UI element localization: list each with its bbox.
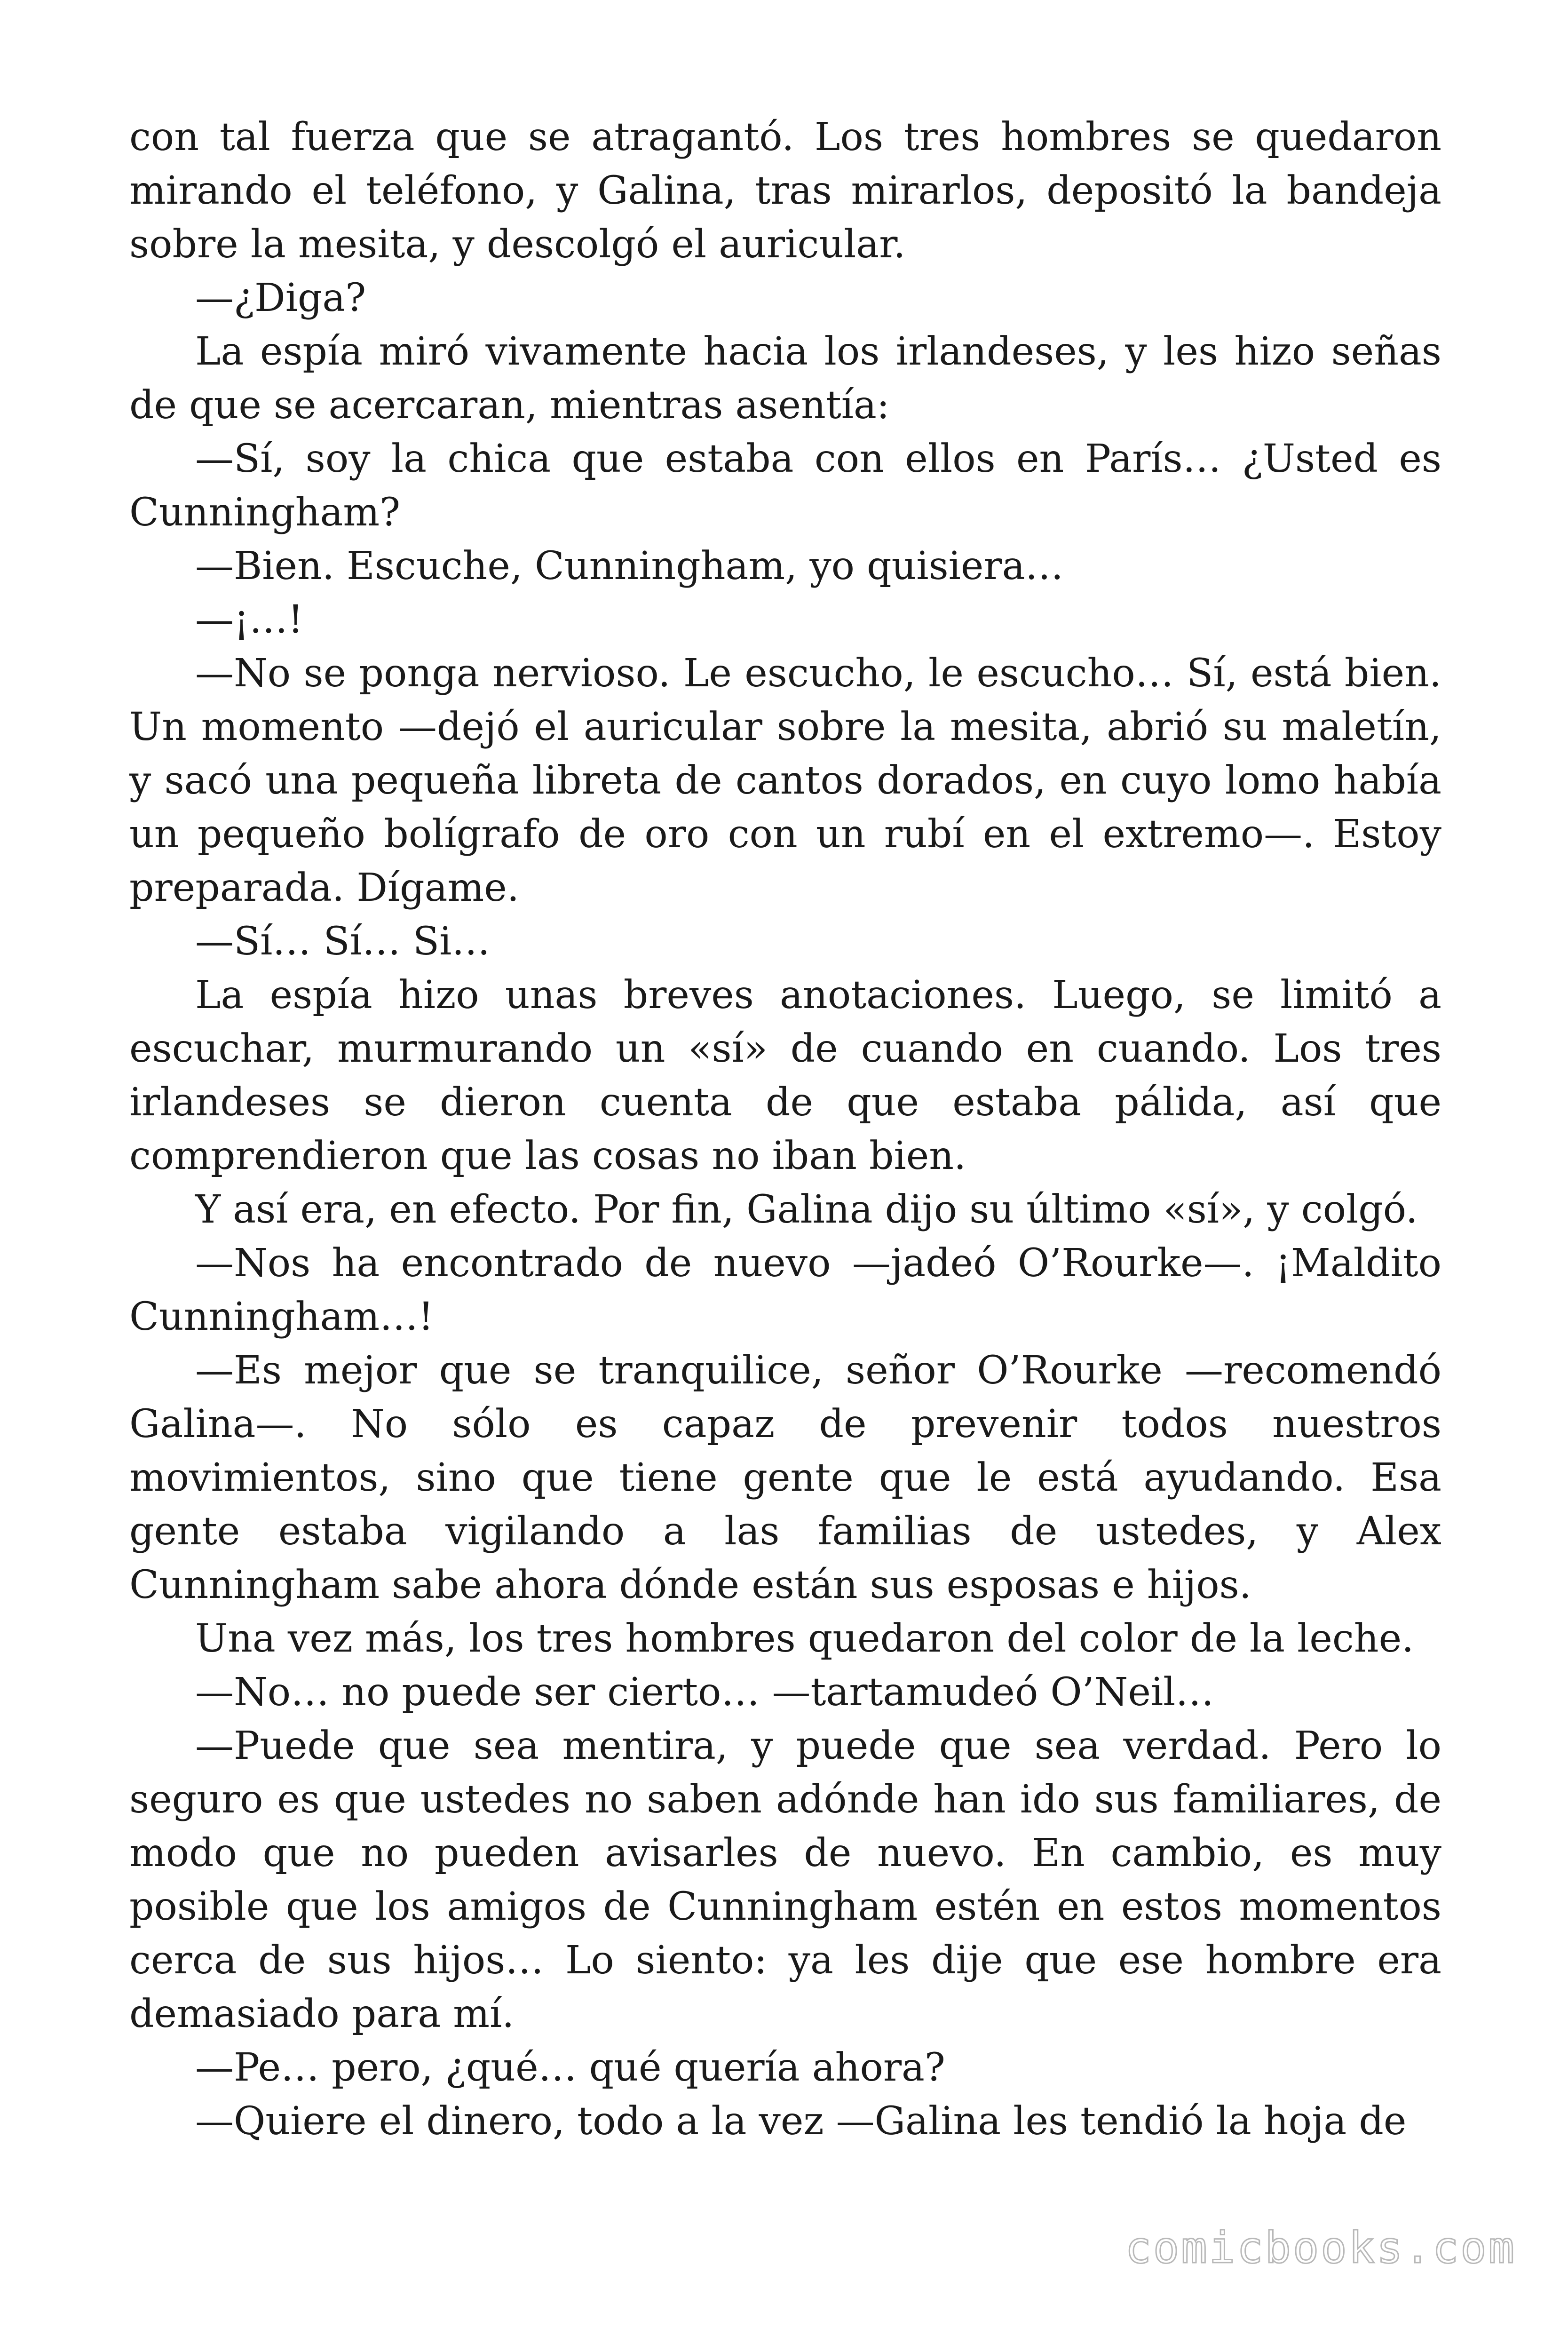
paragraph-9: La espía hizo unas breves anotaciones. Luego, se limitó a escuchar, murmurando un «sí» de cuando en cuando. Los tres irlandeses se dieron cuenta de que estaba pálida, así que comprendieron que las cosas no iban bien. <box>129 973 1441 1178</box>
paragraph-10: Y así era, en efecto. Por fin, Galina dijo su último «sí», y colgó. <box>195 1187 1418 1232</box>
paragraph-4: —Sí, soy la chica que estaba con ellos en París… ¿Usted es Cunningham? <box>129 437 1441 535</box>
paragraph-1: con tal fuerza que se atragantó. Los tres hombres se quedaron mirando el teléfono, y Galina, tras mirarlos, depositó la bandeja sobre la mesita, y descolgó el auricular. <box>129 115 1441 267</box>
paragraph-17: —Quiere el dinero, todo a la vez —Galina les tendió la hoja de <box>195 2099 1407 2144</box>
paragraph-11: —Nos ha encontrado de nuevo —jadeó O’Rourke—. ¡Maldito Cunningham…! <box>129 1241 1441 1339</box>
paragraph-3: La espía miró vivamente hacia los irlandeses, y les hizo señas de que se acercaran, mientras asentía: <box>129 329 1441 428</box>
paragraph-16: —Pe… pero, ¿qué… qué quería ahora? <box>195 2045 945 2090</box>
paragraph-12: —Es mejor que se tranquilice, señor O’Rourke —recomendó Galina—. No sólo es capaz de prevenir todos nuestros movimientos, sino que tiene gente que le está ayudando. Esa gente estaba vigilando a las familias de ustedes, y Alex Cunningham sabe ahora dónde están sus esposas e hijos. <box>129 1348 1441 1607</box>
paragraph-14: —No… no puede ser cierto… —tartamudeó O’Neil… <box>195 1670 1214 1715</box>
paragraph-8: —Sí… Sí… Si… <box>195 919 491 964</box>
watermark: comicbooks.com <box>1125 2223 1516 2273</box>
paragraph-7: —No se ponga nervioso. Le escucho, le escucho… Sí, está bien. Un momento —dejó el auricular sobre la mesita, abrió su maletín, y sacó una pequeña libreta de cantos dorados, en cuyo lomo había un pequeño bolígrafo de oro con un rubí en el extremo—. Estoy preparada. Dígame. <box>129 651 1441 910</box>
paragraph-6: —¡…! <box>195 597 303 642</box>
paragraph-15: —Puede que sea mentira, y puede que sea verdad. Pero lo seguro es que ustedes no saben adónde han ido sus familiares, de modo que no pueden avisarles de nuevo. En cambio, es muy posible que los amigos de Cunningham estén en estos momentos cerca de sus hijos… Lo siento: ya les dije que ese hombre era demasiado para mí. <box>129 1724 1441 2036</box>
paragraph-5: —Bien. Escuche, Cunningham, yo quisiera… <box>195 544 1064 588</box>
paragraph-13: Una vez más, los tres hombres quedaron del color de la leche. <box>195 1616 1414 1661</box>
paragraph-2: —¿Diga? <box>195 276 366 320</box>
page-text <box>129 111 1441 2148</box>
